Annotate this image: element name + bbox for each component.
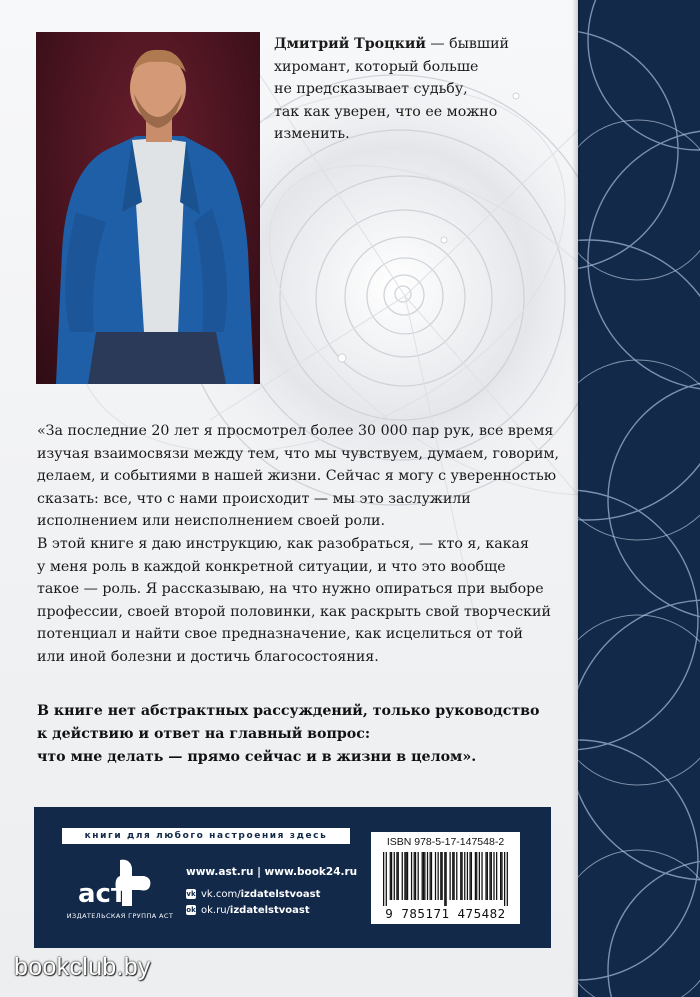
barcode-bar bbox=[442, 852, 443, 900]
ast-logo-icon bbox=[72, 856, 164, 912]
quote-line: потенциал и найти свое предназначение, как исцелиться от той bbox=[37, 626, 523, 643]
barcode-bar bbox=[476, 852, 477, 900]
isbn-number: ISBN 978-5-17-147548-2 bbox=[386, 836, 505, 848]
author-name: Дмитрий Троцкий bbox=[274, 36, 426, 52]
author-quote bbox=[37, 420, 567, 669]
barcode-bar bbox=[383, 852, 384, 906]
vk-icon: vk bbox=[186, 890, 196, 898]
barcode-bar bbox=[469, 852, 470, 900]
barcode-bar bbox=[444, 852, 445, 906]
barcode-bar bbox=[435, 852, 436, 900]
social-link-vk[interactable] bbox=[186, 886, 320, 902]
barcode-panel bbox=[371, 832, 520, 924]
social-prefix: ok.ru/ bbox=[201, 904, 230, 916]
barcode-bar bbox=[504, 852, 505, 906]
summary-line: к действию и ответ на главный вопрос: bbox=[37, 726, 371, 742]
publisher-websites: www.ast.ru | www.book24.ru bbox=[186, 866, 358, 878]
barcode-bar bbox=[424, 852, 425, 900]
barcode-bar bbox=[501, 852, 502, 900]
barcode-bar bbox=[414, 852, 415, 900]
quote-line: такое — роль. Я рассказываю, на что нужно опираться при выборе bbox=[37, 581, 544, 598]
barcode-bar bbox=[449, 852, 450, 900]
site-watermark: bookclub.by bbox=[14, 953, 151, 981]
quote-line: делаем, и событиями в нашей жизни. Сейчас я могу с уверенностью bbox=[37, 468, 557, 485]
barcode-bar bbox=[422, 852, 423, 900]
circle-pattern bbox=[578, 0, 700, 997]
quote-line: исполнением или неисполнением своей роли. bbox=[37, 513, 385, 530]
barcode-bar bbox=[394, 852, 395, 900]
author-bio-line: изменить. bbox=[274, 126, 350, 142]
barcode-bar bbox=[464, 852, 465, 900]
social-links bbox=[186, 886, 320, 918]
barcode-bar bbox=[402, 852, 403, 900]
barcode-bar bbox=[471, 852, 472, 900]
summary-line: В книге нет абстрактных рассуждений, только руководство bbox=[37, 703, 540, 719]
barcode-bar bbox=[461, 852, 462, 900]
author-bio-line: не предсказывает судьбу, bbox=[274, 81, 468, 97]
barcode-bar bbox=[456, 852, 457, 900]
barcode-bar bbox=[500, 852, 501, 900]
barcode-bar bbox=[411, 852, 412, 900]
barcode-bar bbox=[491, 852, 492, 900]
ok-icon: ok bbox=[186, 906, 196, 914]
barcode-bar bbox=[406, 852, 407, 900]
barcode-bar bbox=[481, 852, 482, 900]
bold-summary bbox=[37, 700, 567, 769]
author-bio-line: хиромант, который больше bbox=[274, 58, 479, 75]
barcode-bar bbox=[407, 852, 408, 900]
author-bio bbox=[274, 33, 574, 146]
publisher-name: ИЗДАТЕЛЬСКАЯ ГРУППА АСТ bbox=[66, 912, 174, 920]
barcode-bar bbox=[391, 852, 392, 900]
barcode-bar bbox=[418, 852, 419, 900]
barcode-bar bbox=[496, 852, 497, 900]
barcode-bar bbox=[467, 852, 468, 900]
quote-line: сказать: все, что с нами происходит — мы это заслужили bbox=[37, 490, 471, 507]
barcode-bar bbox=[415, 852, 416, 900]
barcode-bar bbox=[489, 852, 490, 900]
barcode-bar bbox=[430, 852, 431, 900]
author-photo bbox=[36, 32, 260, 384]
barcode-bar bbox=[485, 852, 486, 900]
barcode-bar bbox=[479, 852, 480, 900]
author-bio-line: так как уверен, что ее можно bbox=[274, 103, 498, 120]
barcode-bar bbox=[452, 852, 453, 900]
decorative-side-panel bbox=[578, 0, 700, 997]
barcode-bar bbox=[386, 852, 387, 906]
barcode-bar bbox=[507, 852, 508, 906]
barcode-digits: 9 785171 475482 bbox=[385, 906, 506, 921]
barcode-bar bbox=[427, 852, 428, 900]
social-link-ok[interactable] bbox=[186, 902, 320, 918]
quote-line: профессии, своей второй половинки, как раскрыть свой творческий bbox=[37, 603, 551, 620]
barcode-bar bbox=[390, 852, 391, 900]
logo-text: аст bbox=[78, 879, 127, 909]
publisher-slogan: книги для любого настроения здесь bbox=[62, 828, 350, 844]
quote-line: В этой книге я даю инструкцию, как разобраться, — кто я, какая bbox=[37, 535, 529, 552]
barcode-bar bbox=[431, 852, 432, 900]
barcode-bar bbox=[460, 852, 461, 900]
summary-line: что мне делать — прямо сейчас и в жизни в целом». bbox=[37, 749, 477, 765]
quote-line: у меня роль в каждой конкретной ситуации, и что это вообще bbox=[37, 558, 506, 575]
barcode-bar bbox=[487, 852, 488, 900]
quote-line: или иной болезни и достичь благосостояния. bbox=[37, 648, 379, 665]
barcode-icon bbox=[383, 852, 508, 906]
barcode-bar bbox=[438, 852, 439, 900]
barcode-bar bbox=[446, 852, 447, 906]
social-handle: izdatelstvoast bbox=[229, 904, 310, 916]
author-bio-line: — бывший bbox=[425, 36, 510, 52]
barcode-bar bbox=[398, 852, 399, 900]
quote-line: изучая взаимосвязи между тем, что мы чувствуем, думаем, говорим, bbox=[37, 445, 560, 462]
barcode-bar bbox=[440, 852, 441, 900]
barcode-bar bbox=[475, 852, 476, 900]
barcode-bar bbox=[404, 852, 405, 900]
quote-line: «За последние 20 лет я просмотрел более 30 000 пар рук, все время bbox=[37, 423, 554, 439]
barcode-bar bbox=[493, 852, 494, 900]
barcode-bar bbox=[423, 852, 424, 900]
spine-shadow bbox=[572, 0, 580, 997]
social-handle: izdatelstvoast bbox=[240, 888, 321, 900]
barcode-bar bbox=[396, 852, 397, 900]
barcode-bar bbox=[453, 852, 454, 900]
social-prefix: vk.com/ bbox=[201, 888, 241, 900]
